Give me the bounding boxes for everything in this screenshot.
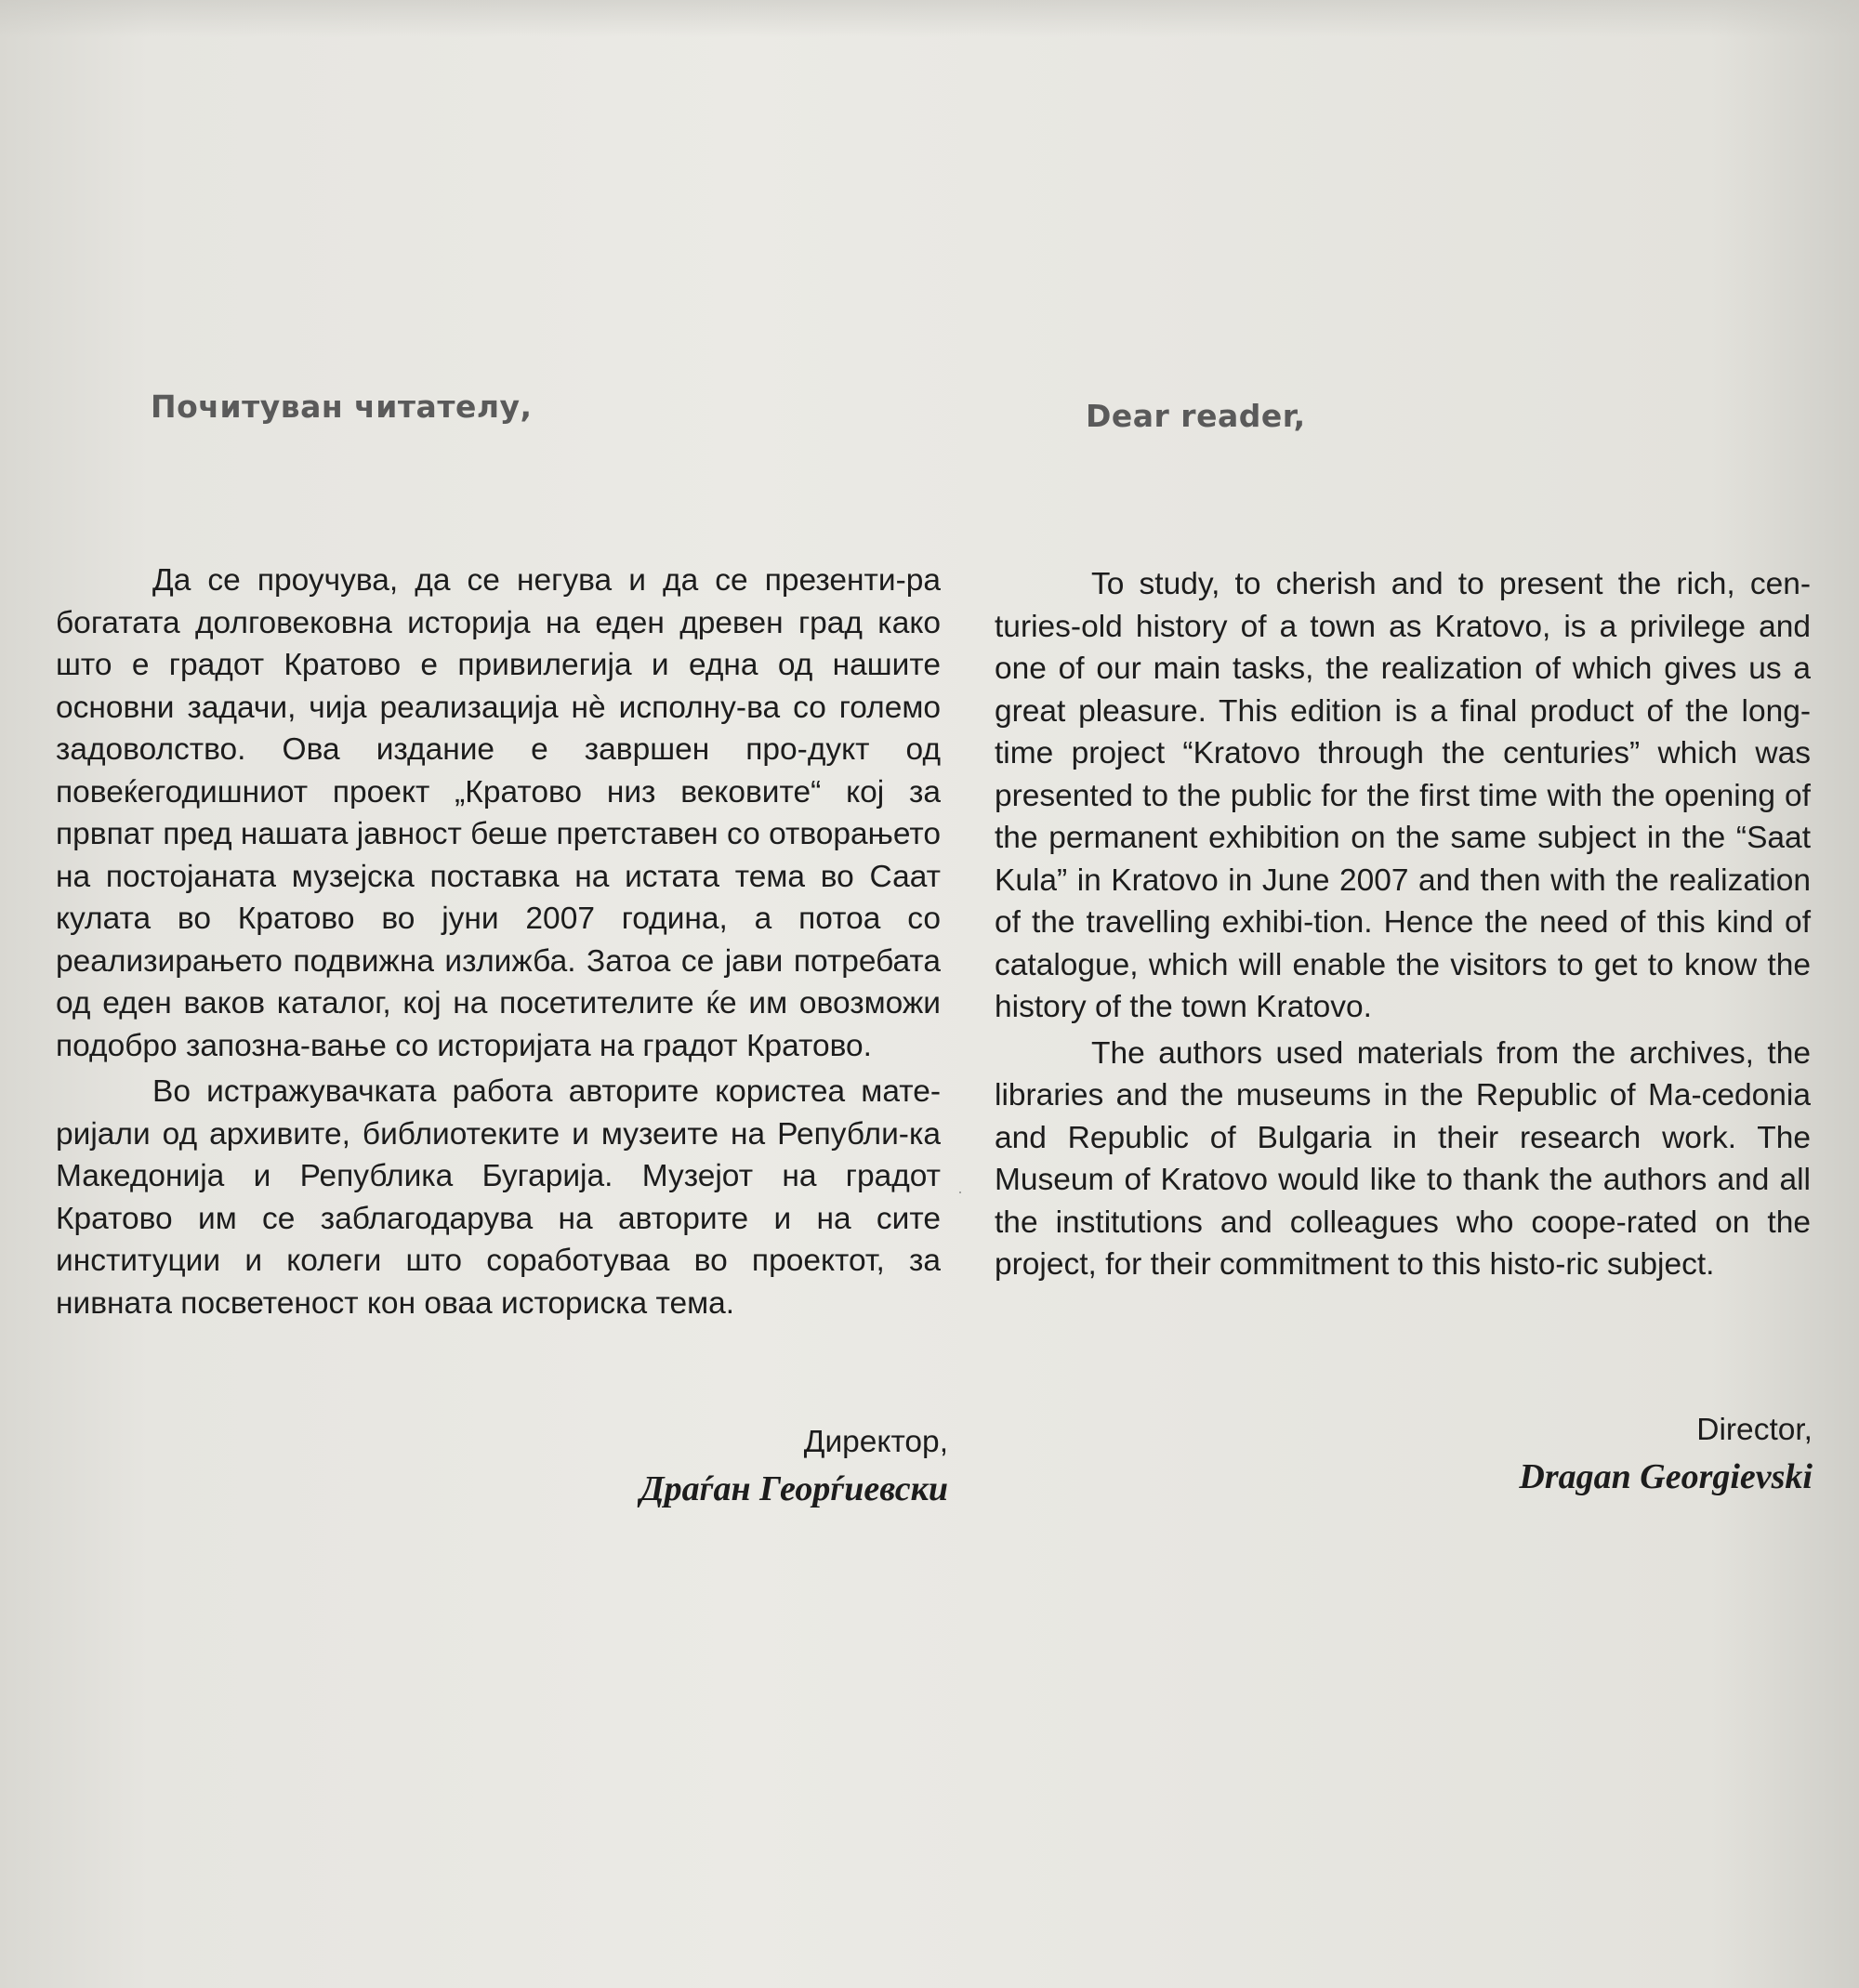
- page-speck: [959, 1191, 961, 1193]
- signature-name: Драѓан Георѓиевски: [639, 1469, 948, 1508]
- right-page-english: [995, 0, 1813, 1988]
- letter-body: [56, 560, 941, 1328]
- paragraph-1: Да се проучува, да се негува и да се презенти-ра богатата долговековна историја на еден древен град како што е градот Кратово е привилегија и една од нашите основни задачи, чија реализација нѐ исполну-ва со големо задоволство. Ова издание е завршен про-дукт од повеќегодишниот проект „Кратово низ вековите“ кој за првпат пред нашата јавност беше претставен со отворањето на постојаната музејска поставка на истата тема во Саат кулата во Кратово во јуни 2007 година, а потоа со реализирањето подвижна излижба. Затоа се јави потребата од еден ваков каталог, кој на посетителите ќе им овозможи подобро запозна-вање со историјата на градот Кратово.: [56, 563, 941, 1063]
- salutation-heading: Dear reader,: [1086, 398, 1306, 434]
- paragraph-2: Во истражувачката работа авторите користеа мате-ријали од архивите, библиотеките и музеите на Републи-ка Македонија и Република Бугарија. Музејот на градот Кратово им се заблагодарува на авторите и на сите институции и колеги што соработуваа во проектот, за нивната посветеност кон оваа историска тема.: [56, 1074, 941, 1321]
- salutation-heading: Почитуван читателу,: [151, 388, 533, 425]
- signature-title: Директор,: [803, 1425, 948, 1459]
- signature-title: Director,: [1696, 1413, 1813, 1447]
- left-page-macedonian: [56, 0, 948, 1988]
- letter-body: [995, 563, 1811, 1290]
- paragraph-2: The authors used materials from the archives, the libraries and the museums in the Republic of Ma-cedonia and Republic of Bulgaria in their research work. The Museum of Kratovo would like to thank the authors and all the institutions and colleagues who coope-rated on the project, for their commitment to this histo-ric subject.: [995, 1035, 1811, 1282]
- paragraph-1: To study, to cherish and to present the rich, cen-turies-old history of a town as Kratovo, is a privilege and one of our main tasks, the realization of which gives us a great pleasure. This edition is a final product of the long-time project “Kratovo through the centuries” which was presented to the public for the first time with the opening of the permanent exhibition on the same subject in the “Saat Kula” in Kratovo in June 2007 and then with the realization of the travelling exhibi-tion. Hence the need of this kind of catalogue, which will enable the visitors to get to know the history of the town Kratovo.: [995, 567, 1811, 1024]
- signature-name: Dragan Georgievski: [1519, 1457, 1813, 1496]
